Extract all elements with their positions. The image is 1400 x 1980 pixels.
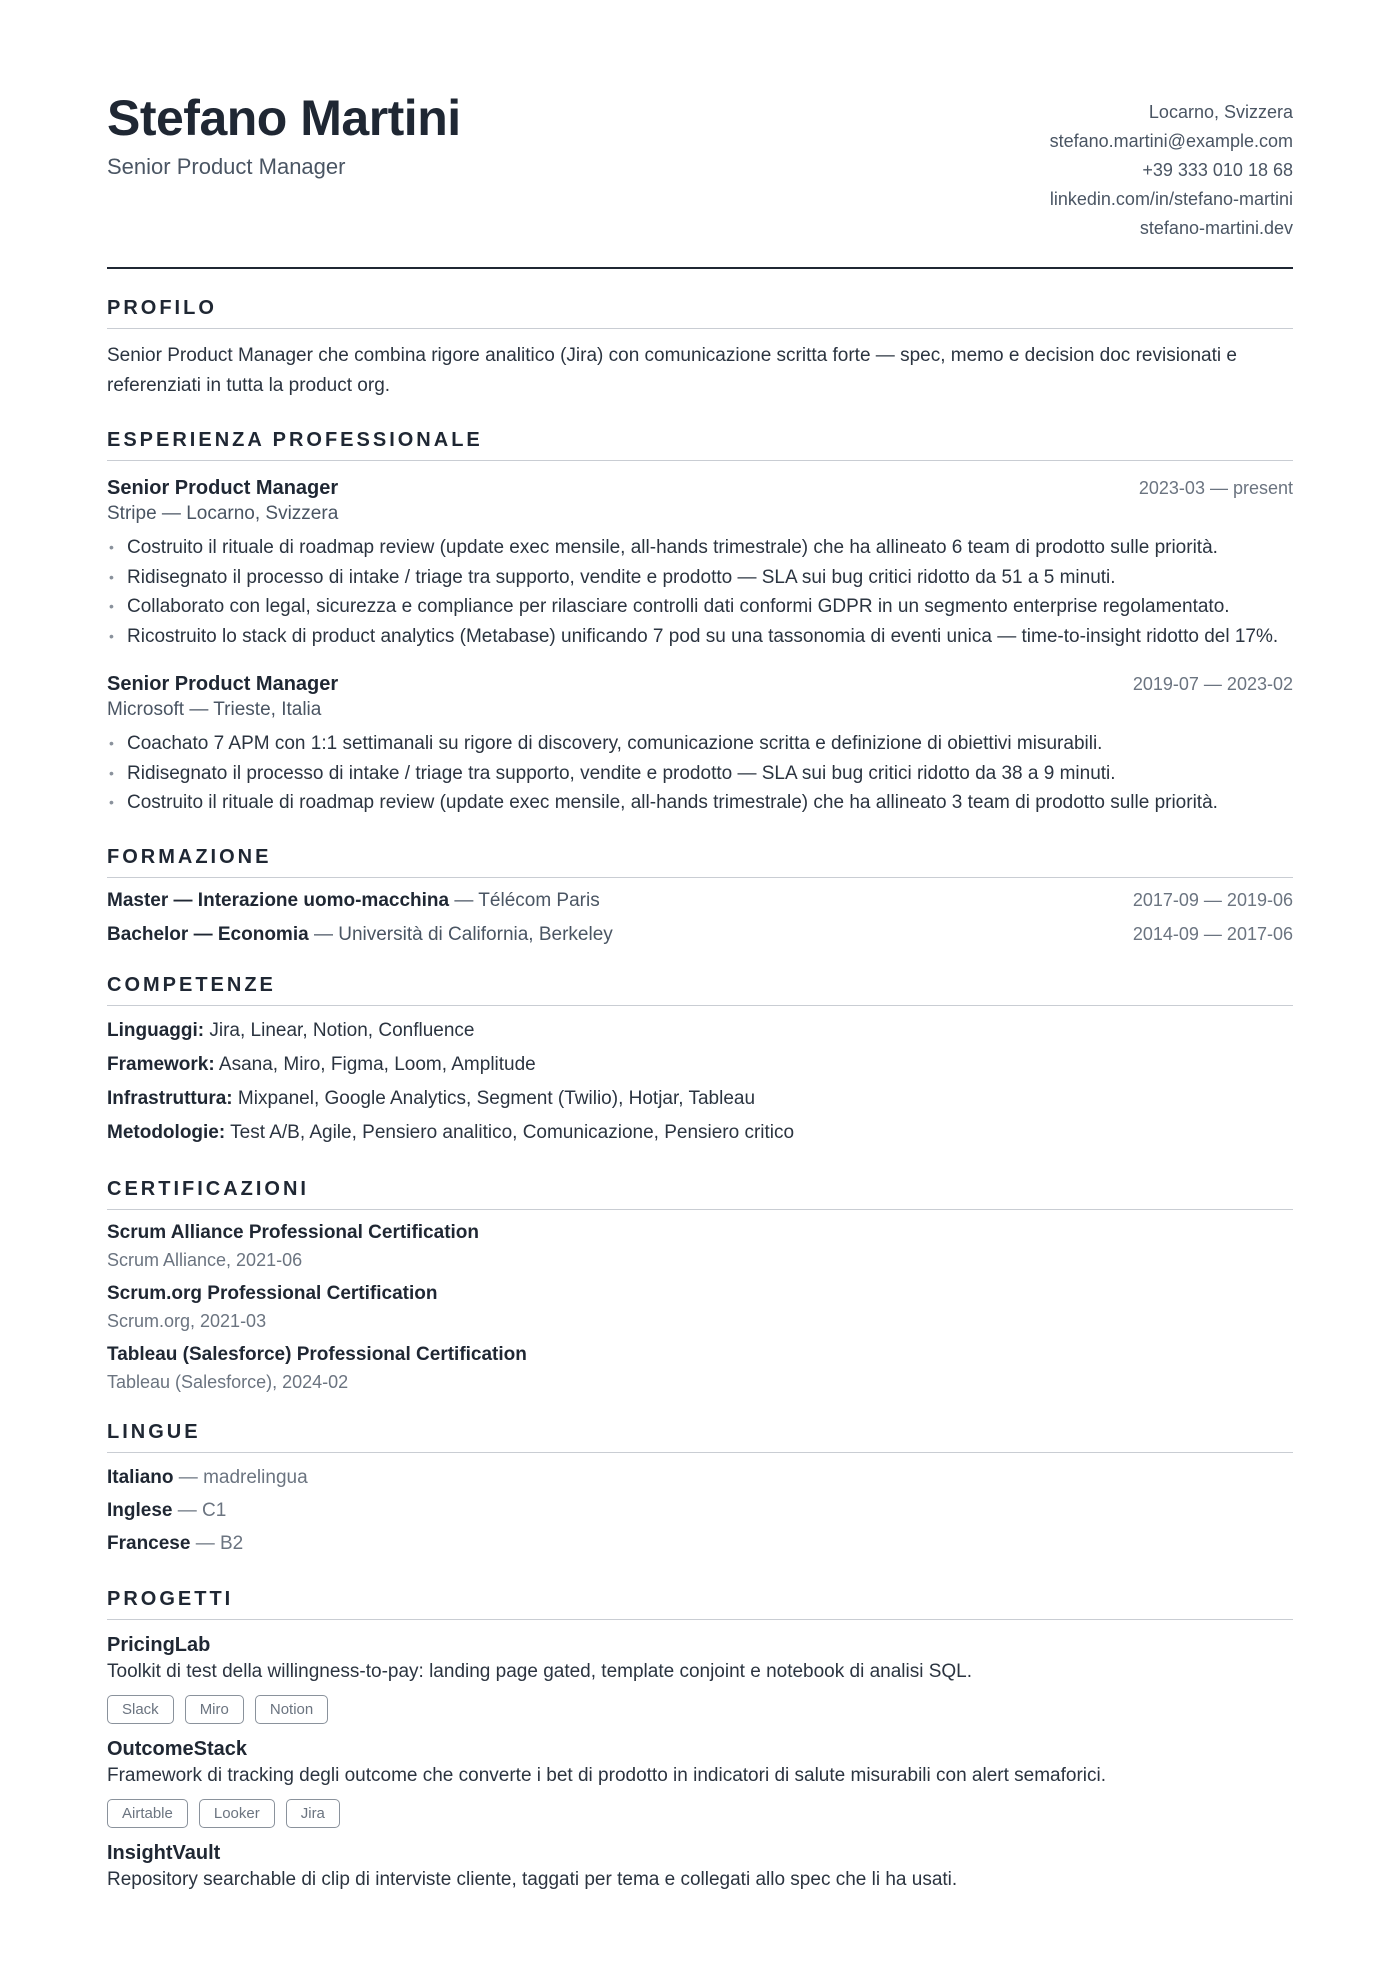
project-tags (107, 1799, 1293, 1828)
section-title: PROGETTI (107, 1588, 1293, 1620)
bullet-icon: • (109, 539, 114, 555)
language-entry (107, 1527, 1293, 1560)
education-school: Università di California, Berkeley (338, 923, 613, 945)
job-bullet (107, 759, 1293, 789)
project-description: Framework di tracking degli outcome che converte i bet di prodotto in indicatori di salute misurabili con alert semaforici. (107, 1764, 1107, 1786)
candidate-name: Stefano Martini (107, 90, 461, 146)
job-entry (107, 673, 1293, 818)
project-name: PricingLab (107, 1633, 211, 1656)
certification-meta: Scrum Alliance, 2021-06 (107, 1249, 303, 1270)
skill-row (107, 1048, 1293, 1082)
language-level: — B2 (190, 1532, 244, 1554)
contact-email[interactable]: stefano.martini@example.com (1049, 131, 1293, 151)
job-entry (107, 477, 1293, 651)
bullet-icon: • (109, 735, 114, 751)
section-title: CERTIFICAZIONI (107, 1178, 1293, 1210)
education-entry (107, 924, 1293, 946)
certification-name: Scrum Alliance Professional Certification (107, 1221, 480, 1243)
skill-label: Linguaggi: (107, 1019, 205, 1041)
education-dates: 2017-09 — 2019-06 (1132, 889, 1293, 910)
language-name: Italiano (107, 1466, 174, 1488)
section-title: FORMAZIONE (107, 846, 1293, 878)
language-level: — madrelingua (173, 1466, 308, 1488)
section-title: ESPERIENZA PROFESSIONALE (107, 429, 1293, 461)
project-name: OutcomeStack (107, 1737, 248, 1760)
bullet-text: Coachato 7 APM con 1:1 settimanali su rigore di discovery, comunicazione scritta e definizione di obiettivi misurabili. (127, 733, 1103, 754)
project-description: Toolkit di test della willingness-to-pay: landing page gated, template conjoint e notebook di analisi SQL. (107, 1660, 973, 1682)
certification-name: Scrum.org Professional Certification (107, 1282, 438, 1304)
job-bullets (107, 533, 1293, 651)
education-main (107, 924, 613, 946)
bullet-icon: • (109, 764, 114, 781)
contact-phone[interactable]: +39 333 010 18 68 (1142, 160, 1293, 180)
skill-values: Test A/B, Agile, Pensiero analitico, Comunicazione, Pensiero critico (225, 1121, 795, 1143)
skill-values: Mixpanel, Google Analytics, Segment (Twilio), Hotjar, Tableau (232, 1087, 756, 1109)
identity-block (107, 90, 461, 180)
skill-label: Infrastruttura: (107, 1087, 233, 1109)
skill-row (107, 1014, 1293, 1048)
resume-header (107, 90, 1293, 269)
tech-tag: Looker (199, 1799, 275, 1828)
certification-entry (107, 1222, 1293, 1271)
education-degree: Bachelor — Economia (107, 923, 309, 945)
bullet-text: Ricostruito lo stack di product analytics (Metabase) unificando 7 pod su una tassonomia di eventi unica — time-to-insight ridotto del 17%. (127, 625, 1279, 647)
languages-section (107, 1421, 1293, 1560)
bullet-text: Costruito il rituale di roadmap review (update exec mensile, all-hands trimestrale) che ha allineato 6 team di prodotto sulle priorità. (127, 537, 1218, 558)
education-school: Télécom Paris (478, 889, 600, 911)
project-description: Repository searchable di clip di interviste cliente, taggati per tema e collegati allo spec che li ha usati. (107, 1868, 958, 1890)
language-entry (107, 1461, 1293, 1494)
project-name: InsightVault (107, 1841, 221, 1864)
section-title: PROFILO (107, 297, 1293, 329)
certification-entry (107, 1283, 1293, 1332)
tech-tag: Airtable (107, 1799, 188, 1828)
section-title: LINGUE (107, 1421, 1293, 1453)
skill-values: Asana, Miro, Figma, Loom, Amplitude (214, 1053, 536, 1075)
certification-meta: Scrum.org, 2021-03 (107, 1310, 267, 1331)
job-dates: 2019-07 — 2023-02 (1132, 674, 1293, 694)
tech-tag: Jira (286, 1799, 340, 1828)
skill-values: Jira, Linear, Notion, Confluence (204, 1019, 475, 1041)
certification-entry (107, 1344, 1293, 1393)
profile-text: Senior Product Manager che combina rigore analitico (Jira) con comunicazione scritta forte — spec, memo e decision doc revisionati e referenziati in tutta la product org. (107, 345, 1237, 396)
language-entry (107, 1494, 1293, 1527)
certification-meta: Tableau (Salesforce), 2024-02 (107, 1371, 349, 1392)
contact-website[interactable]: stefano-martini.dev (1139, 218, 1293, 238)
project-entry (107, 1842, 1293, 1891)
certifications-section (107, 1178, 1293, 1393)
contact-location: Locarno, Svizzera (1148, 102, 1293, 122)
job-bullet (107, 622, 1293, 652)
job-header (107, 673, 1293, 696)
education-separator: — (449, 889, 479, 911)
skills-section (107, 974, 1293, 1150)
education-separator: — (308, 923, 339, 945)
bullet-icon: • (109, 598, 114, 614)
language-name: Francese (107, 1532, 191, 1554)
languages-list (107, 1461, 1293, 1560)
job-company: Stripe — Locarno, Svizzera (107, 503, 339, 524)
skills-list (107, 1014, 1293, 1150)
bullet-text: Ridisegnato il processo di intake / triage tra supporto, vendite e prodotto — SLA sui bug critici ridotto da 38 a 9 minuti. (127, 762, 1116, 784)
tech-tag: Miro (185, 1695, 244, 1724)
job-dates: 2023-03 — present (1138, 478, 1293, 498)
bullet-text: Collaborato con legal, sicurezza e compliance per rilasciare controlli dati conformi GDPR in un segmento enterprise regolamentato. (127, 596, 1230, 617)
contact-linkedin[interactable]: linkedin.com/in/stefano-martini (1049, 189, 1293, 209)
bullet-icon: • (109, 627, 114, 644)
education-dates: 2014-09 — 2017-06 (1132, 923, 1293, 944)
language-name: Inglese (107, 1499, 173, 1521)
skill-row (107, 1116, 1293, 1150)
education-main (107, 890, 600, 912)
job-header (107, 477, 1293, 500)
bullet-icon: • (109, 568, 114, 585)
project-entry (107, 1738, 1293, 1828)
contact-block (1050, 98, 1293, 243)
bullet-text: Ridisegnato il processo di intake / triage tra supporto, vendite e prodotto — SLA sui bug critici ridotto da 51 a 5 minuti. (127, 566, 1116, 588)
experience-section (107, 429, 1293, 818)
education-section (107, 846, 1293, 946)
education-degree: Master — Interazione uomo-macchina (107, 889, 450, 911)
job-bullet (107, 533, 1293, 563)
section-title: COMPETENZE (107, 974, 1293, 1006)
job-bullet (107, 563, 1293, 593)
projects-section (107, 1588, 1293, 1891)
skill-label: Framework: (107, 1053, 215, 1075)
job-company: Microsoft — Trieste, Italia (107, 699, 322, 720)
job-bullet (107, 592, 1293, 622)
job-bullet (107, 729, 1293, 759)
language-level: — C1 (172, 1499, 227, 1521)
skill-row (107, 1082, 1293, 1116)
project-tags (107, 1695, 1293, 1724)
job-bullets (107, 729, 1293, 818)
education-entry (107, 890, 1293, 912)
job-title: Senior Product Manager (107, 673, 339, 695)
profile-section (107, 297, 1293, 401)
tech-tag: Notion (255, 1695, 328, 1724)
certification-name: Tableau (Salesforce) Professional Certification (107, 1343, 527, 1365)
job-bullet (107, 788, 1293, 818)
bullet-text: Costruito il rituale di roadmap review (update exec mensile, all-hands trimestrale) che ha allineato 3 team di prodotto sulle priorità. (127, 792, 1218, 813)
skill-label: Metodologie: (107, 1121, 226, 1143)
project-entry (107, 1634, 1293, 1724)
candidate-role: Senior Product Manager (107, 154, 346, 179)
job-title: Senior Product Manager (107, 477, 339, 499)
tech-tag: Slack (107, 1695, 174, 1724)
bullet-icon: • (109, 794, 114, 810)
